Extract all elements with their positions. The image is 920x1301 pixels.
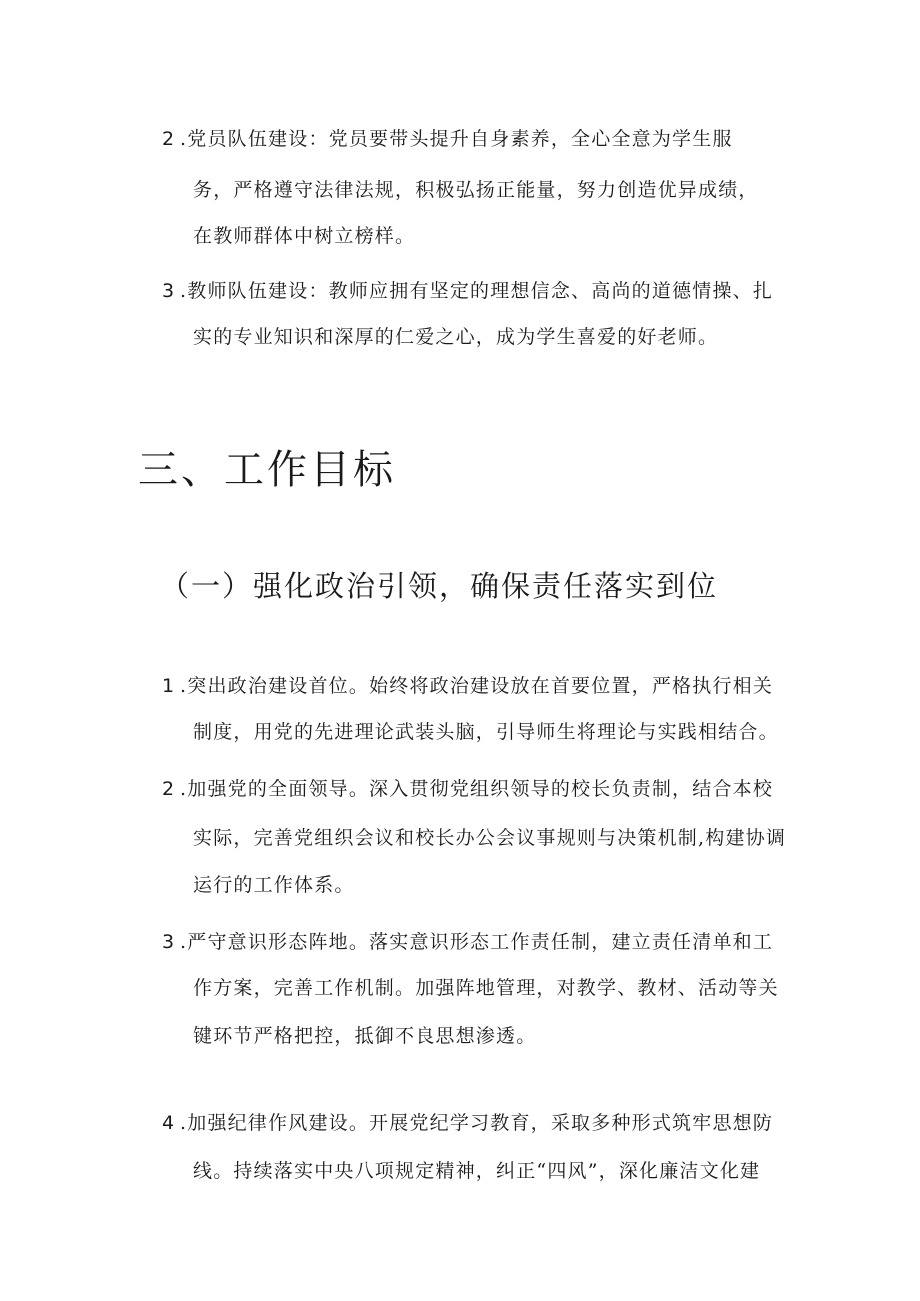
item-text-line: .党员队伍建设：党员要带头提升自身素养，全心全意为学生服 (180, 128, 733, 150)
item-text-line: .突出政治建设首位。始终将政治建设放在首要位置，严格执行相关 (180, 675, 774, 697)
item-text-line: 运行的工作体系。 (193, 874, 355, 896)
item-text-line: .严守意识形态阵地。落实意识形态工作责任制，建立责任清单和工 (180, 931, 774, 953)
item-number: 3 (162, 280, 175, 302)
item-text-line: 实际，完善党组织会议和校长办公会议事规则与决策机制,构建协调 (193, 827, 787, 849)
item-text-line: 实的专业知识和深厚的仁爱之心，成为学生喜爱的好老师。 (193, 326, 719, 348)
item-text-line: 制度，用党的先进理论武装头脑，引导师生将理论与实践相结合。 (193, 721, 779, 743)
subsection-heading: （一）强化政治引领，确保责任落实到位 (160, 569, 719, 603)
item-number: 2 (162, 128, 175, 150)
item-text-line: .加强党的全面领导。深入贯彻党组织领导的校长负责制，结合本校 (180, 778, 774, 800)
item-number: 2 (162, 778, 175, 800)
item-number: 1 (162, 675, 175, 697)
item-number: 4 (162, 1112, 175, 1134)
section-heading: 三、工作目标 (138, 447, 396, 493)
item-text-line: .加强纪律作风建设。开展党纪学习教育，采取多种形式筑牢思想防 (180, 1112, 774, 1134)
item-text-line: 线。持续落实中央八项规定精神，纠正“四风”，深化廉洁文化建 (193, 1160, 761, 1182)
item-text-line: 键环节严格把控，抵御不良思想渗透。 (193, 1025, 537, 1047)
item-number: 3 (162, 931, 175, 953)
item-text-line: .教师队伍建设：教师应拥有坚定的理想信念、高尚的道德情操、扎 (180, 280, 774, 302)
item-text-line: 务，严格遵守法律法规，积极弘扬正能量，努力创造优异成绩， (193, 179, 759, 201)
item-text-line: 作方案，完善工作机制。加强阵地管理，对教学、教材、活动等关 (193, 977, 779, 999)
item-text-line: 在教师群体中树立榜样。 (193, 225, 416, 247)
